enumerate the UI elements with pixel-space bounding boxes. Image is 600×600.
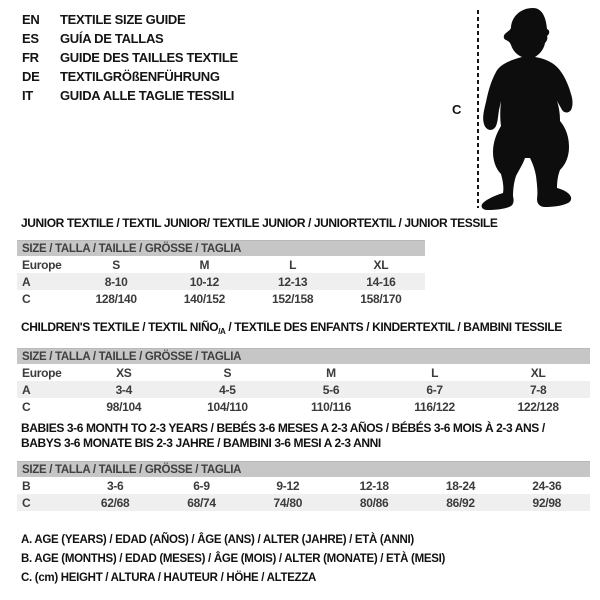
row-label: C (22, 495, 31, 510)
section-junior (17, 216, 498, 307)
language-row (22, 67, 238, 86)
table-cell: 116/122 (414, 399, 455, 414)
title-text: BABYS 3-6 MONATE BIS 2-3 JAHRE / BAMBINI 3-6 MESI A 2-3 ANNI (21, 436, 381, 450)
table-cell: 68/74 (187, 495, 216, 510)
language-label: TEXTILE SIZE GUIDE (60, 12, 186, 27)
height-measure-dotted-line (477, 10, 479, 208)
table-cell: 110/116 (311, 399, 351, 414)
table-cell: 3-4 (115, 382, 133, 397)
size-table-header: SIZE / TALLA / TAILLE / GRÖSSE / TAGLIA (17, 240, 425, 256)
measure-label-c: C (452, 102, 462, 117)
size-table (17, 348, 590, 415)
row-label: A (22, 274, 31, 289)
row-label: A (22, 382, 31, 397)
table-cell: 18-24 (445, 478, 476, 493)
row-label: C (22, 291, 31, 306)
table-cell: 104/110 (207, 399, 248, 414)
row-label: Europe (22, 257, 62, 272)
table-cell: 122/128 (517, 399, 559, 414)
section-title-line (21, 421, 590, 436)
language-label: GUIDA ALLE TAGLIE TESSILI (60, 88, 235, 103)
table-cell: 6-9 (193, 478, 210, 493)
title-text: BABIES 3-6 MONTH TO 2-3 YEARS / BEBÉS 3-6 MESES A 2-3 AÑOS / BÉBÉS 3-6 MOIS À 2-3 ANS / (21, 421, 545, 435)
table-cell: S (112, 257, 120, 272)
table-cell: 12-13 (278, 274, 308, 289)
table-cell: XL (530, 365, 546, 380)
section-title (17, 216, 498, 231)
table-cell: 7-8 (529, 382, 547, 397)
table-cell: 3-6 (106, 478, 124, 493)
title-text: JUNIOR TEXTILE / TEXTIL JUNIOR/ TEXTILE JUNIOR / JUNIORTEXTIL / JUNIOR TESSILE (21, 216, 498, 230)
table-row (17, 494, 590, 511)
title-text: /A (218, 327, 226, 336)
title-text: / TEXTILE DES ENFANTS / KINDERTEXTIL / BAMBINI TESSILE (225, 320, 562, 334)
table-cell: 158/170 (360, 291, 402, 306)
language-code: EN (22, 12, 40, 27)
size-table (17, 461, 590, 511)
table-cell: 12-18 (359, 478, 389, 493)
table-cell: 8-10 (104, 274, 128, 289)
toddler-silhouette-icon (480, 4, 580, 214)
table-cell: 140/152 (183, 291, 226, 306)
language-row (22, 48, 238, 67)
language-row (22, 29, 238, 48)
table-cell: 86/92 (446, 495, 475, 510)
table-row (17, 273, 425, 290)
table-row (17, 364, 590, 381)
section-title-line (21, 216, 498, 231)
table-cell: XS (116, 365, 132, 380)
language-code: ES (22, 31, 39, 46)
language-label: GUÍA DE TALLAS (60, 31, 164, 46)
table-cell: 98/104 (106, 399, 142, 414)
size-table (17, 240, 425, 307)
table-cell: 92/98 (532, 495, 562, 510)
table-row (17, 381, 590, 398)
row-label: C (22, 399, 31, 414)
table-cell: 14-16 (366, 274, 396, 289)
section-children (17, 320, 590, 415)
language-label: TEXTILGRÖßENFÜHRUNG (60, 69, 220, 84)
table-row (17, 256, 425, 273)
language-code: IT (22, 88, 33, 103)
table-cell: 10-12 (189, 274, 219, 289)
table-cell: XL (373, 257, 389, 272)
row-label: Europe (22, 365, 62, 380)
table-cell: 80/86 (359, 495, 389, 510)
table-row (17, 398, 590, 415)
table-cell: 5-6 (322, 382, 340, 397)
table-cell: L (431, 365, 439, 380)
table-cell: 74/80 (273, 495, 303, 510)
section-title-line (21, 436, 590, 451)
table-row (17, 477, 590, 494)
row-label: B (22, 478, 31, 493)
language-code: FR (22, 50, 39, 65)
table-cell: M (199, 257, 210, 272)
language-code: DE (22, 69, 40, 84)
table-cell: 152/158 (271, 291, 314, 306)
section-title-line (21, 320, 590, 336)
section-babies (17, 421, 590, 511)
language-label: GUIDE DES TAILLES TEXTILE (60, 50, 238, 65)
table-cell: 62/68 (100, 495, 130, 510)
footnote: A. AGE (YEARS) / EDAD (AÑOS) / ÂGE (ANS) / ALTER (JAHRE) / ETÀ (ANNI) (21, 534, 414, 546)
table-cell: 128/140 (95, 291, 137, 306)
section-title (17, 320, 590, 336)
table-cell: S (223, 365, 232, 380)
footnote: C. (cm) HEIGHT / ALTURA / HAUTEUR / HÖHE / ALTEZZA (21, 572, 317, 584)
table-cell: L (289, 257, 297, 272)
footnote: B. AGE (MONTHS) / EDAD (MESES) / ÂGE (MOIS) / ALTER (MONATE) / ETÀ (MESI) (21, 553, 446, 565)
table-cell: 4-5 (219, 382, 236, 397)
section-title (17, 421, 590, 451)
language-row (22, 86, 238, 105)
language-row (22, 10, 238, 29)
table-row (17, 290, 425, 307)
table-cell: 24-36 (532, 478, 562, 493)
size-table-header: SIZE / TALLA / TAILLE / GRÖSSE / TAGLIA (17, 348, 590, 364)
footnotes (21, 531, 445, 588)
language-list (22, 10, 238, 105)
table-cell: M (326, 365, 336, 380)
title-text: CHILDREN'S TEXTILE / TEXTIL NIÑO (21, 320, 219, 334)
table-cell: 9-12 (276, 478, 300, 493)
size-table-header: SIZE / TALLA / TAILLE / GRÖSSE / TAGLIA (17, 461, 590, 477)
table-cell: 6-7 (426, 382, 443, 397)
